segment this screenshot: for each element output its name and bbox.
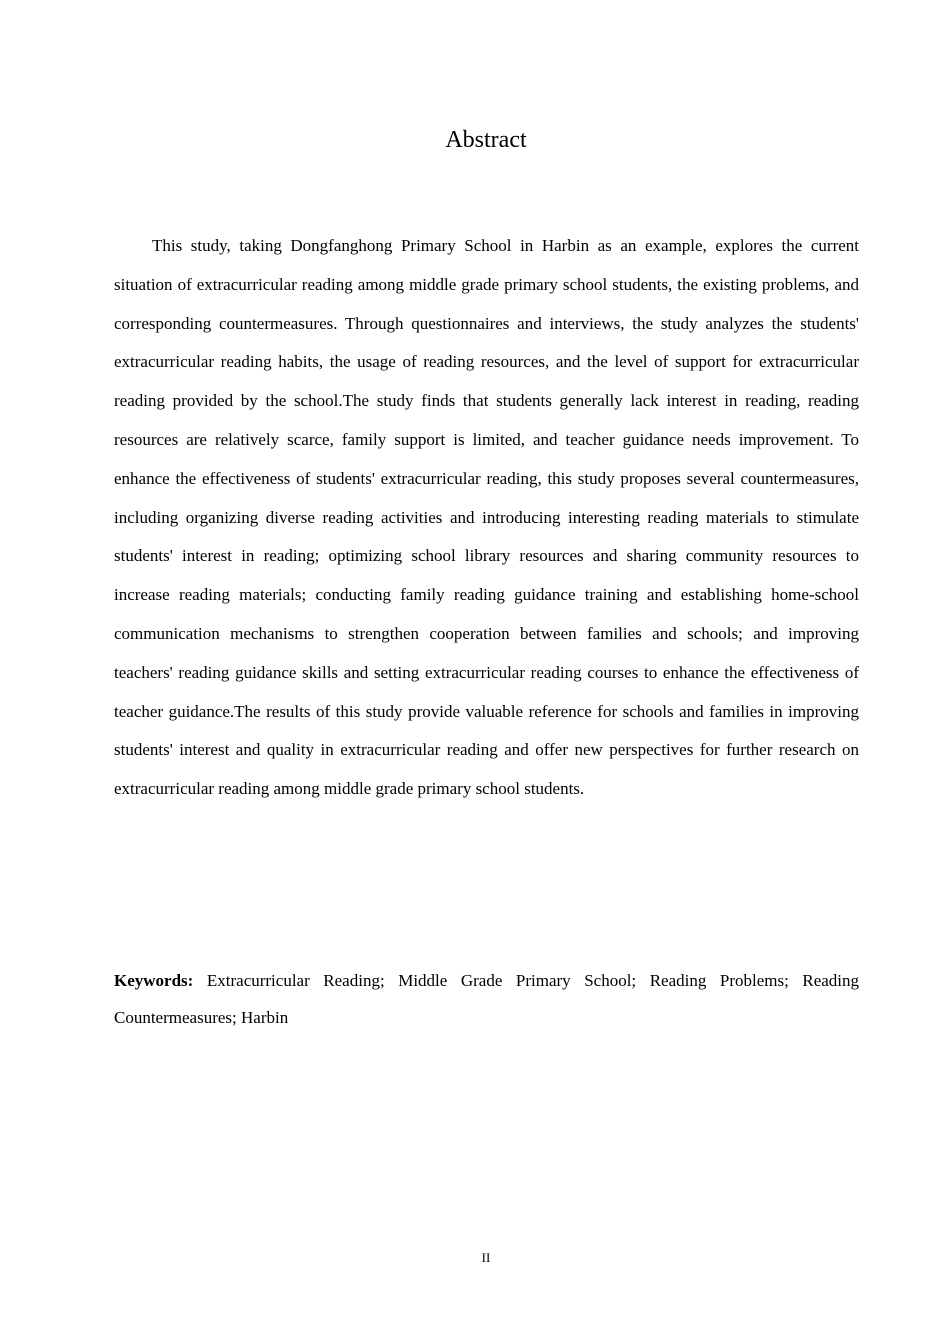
abstract-paragraph: This study, taking Dongfanghong Primary School in Harbin as an example, explores the current situation of extracurricular reading among middle grade primary school students, the existing problems, and corresponding countermeasures. Through questionnaires and interviews, the study analyzes the students' extracurricular reading habits, the usage of reading resources, and the level of support for extracurricular reading provided by the school.The study finds that students generally lack interest in reading, reading resources are relatively scarce, family support is limited, and teacher guidance needs improvement. To enhance the effectiveness of students' extracurricular reading, this study proposes several countermeasures, including organizing diverse reading activities and introducing interesting reading materials to stimulate students' interest in reading; optimizing school library resources and sharing community resources to increase reading materials; conducting family reading guidance training and establishing home-school communication mechanisms to strengthen cooperation between families and schools; and improving teachers' reading guidance skills and setting extracurricular reading courses to enhance the effectiveness of teacher guidance.The results of this study provide valuable reference for schools and families in improving students' interest and quality in extracurricular reading and offer new perspectives for further research on extracurricular reading among middle grade primary school students. <box>114 236 859 799</box>
page-title: Abstract <box>445 127 527 153</box>
keywords-label: Keywords: <box>114 971 194 990</box>
page-number: II <box>481 1250 491 1265</box>
keywords-text: Extracurricular Reading; Middle Grade Primary School; Reading Problems; Reading Countermeasures; Harbin <box>114 971 860 1027</box>
keywords-line <box>114 962 859 1036</box>
